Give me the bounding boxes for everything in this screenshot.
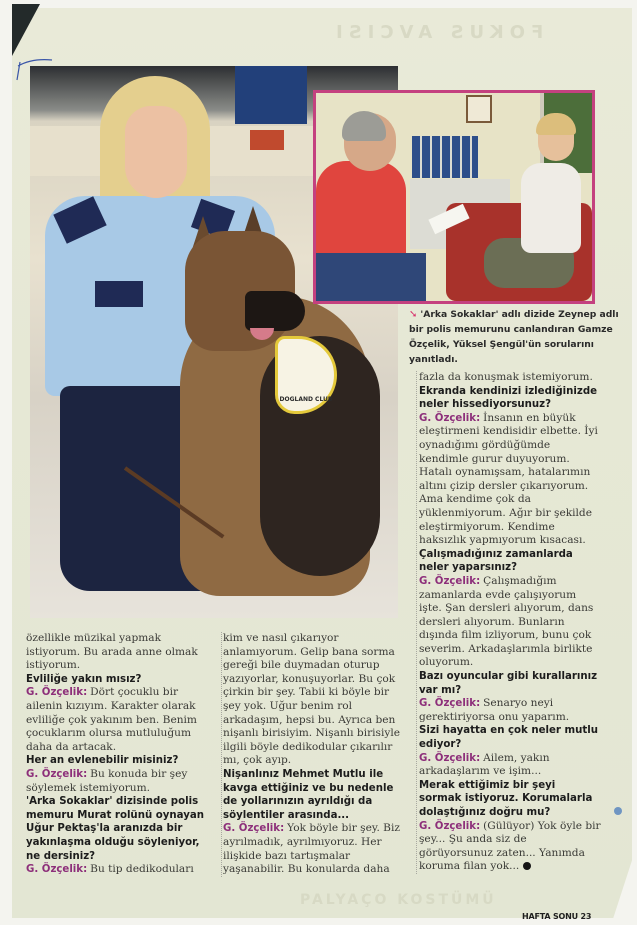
interview-question: Bazı oyuncular gibi kurallarınız var mı?: [419, 671, 598, 696]
speaker-label: G. Özçelik:: [419, 820, 481, 832]
shirt-pocket: [95, 281, 143, 307]
interview-answer: [26, 686, 208, 754]
interview-answer: [419, 412, 601, 548]
speaker-label: G. Özçelik:: [26, 687, 88, 699]
red-box: [250, 130, 284, 150]
page-corner-fold: [12, 4, 40, 56]
interview-question: 'Arka Sokaklar' dizisinde polis memuru Murat rolünü oynayan Uğur Pektaş'la aranızda bir yakınlaşma olduğu söyleniyor, ne dersiniz?: [26, 796, 204, 862]
paragraph-text: Bu konuda bir şey söylemek istemiyorum.: [26, 767, 188, 794]
speaker-label: G. Özçelik:: [419, 575, 481, 587]
interview-question: Sizi hayatta en çok neler mutlu ediyor?: [419, 725, 598, 751]
interviewer-jeans: [316, 253, 426, 301]
speaker-label: G. Özçelik:: [419, 698, 481, 710]
blue-dot-mark: [614, 807, 622, 815]
body-text: [419, 371, 601, 385]
interview-answer: [419, 820, 601, 874]
paragraph-text: Bu tip dedikoduları: [90, 863, 194, 876]
body-text: [26, 632, 208, 673]
paragraph-text: Dört çocuklu bir ailenin kızıyım. Karakter olarak evliliğe çok yakınım ben. Benim çocuklarım olursa mutluluğum daha da artacak.: [26, 686, 197, 753]
text-column-1: [26, 632, 208, 877]
paragraph-text: özellikle müzikal yapmak istiyorum. Bu arada anne olmak istiyorum.: [26, 632, 198, 672]
interview-answer: [419, 697, 601, 724]
interview-question: Nişanlınız Mehmet Mutlu ile kavga ettiğiniz ve bu nedenle de yollarınızın ayrıldığı da söylentiler arasında...: [223, 768, 394, 821]
caption-text: 'Arka Sokaklar' adlı dizide Zeynep adlı bir polis memurunu canlandıran Gamze Özçelik, Yüksel Şengül'ün sorularını yanıtladı.: [409, 309, 619, 365]
page-footer: HAFTA SONU 23: [522, 912, 592, 921]
speaker-label: G. Özçelik:: [26, 864, 88, 876]
arrow-down-right-icon: ➘: [409, 309, 418, 320]
paragraph-text: fazla da konuşmak istemiyorum.: [419, 371, 593, 383]
text-column-2: [221, 632, 403, 877]
interview-answer: [26, 768, 208, 795]
speaker-label: G. Özçelik:: [223, 823, 285, 835]
dog-muzzle: [245, 291, 305, 331]
speaker-label: G. Özçelik:: [419, 752, 481, 764]
paragraph-text: Senaryo neyi gerektiriyorsa onu yaparım.: [419, 697, 570, 723]
paragraph-text: İnsanın en büyük eleştirmeni kendisidir elbette. İyi oynadığımı gördüğümde kendimle gurur duyuyorum. Hatalı oynamışsam, hatalarımın altını çizip dersler çıkarıyorum. Ama kendime çok da yüklenmiyorum. Ağır bir şekilde eleştirmiyorum. Kendime haksızlık yapmıyorum kısacası.: [419, 411, 598, 547]
speaker-label: G. Özçelik:: [419, 412, 481, 424]
speaker-label: G. Özçelik:: [26, 768, 88, 780]
binder: [235, 66, 307, 124]
text-column-3: [416, 371, 601, 874]
paragraph-text: Yok böyle bir şey. Biz ayrılmadık, ayrılmıyoruz. Her ilişkide bazı tartışmalar yaşanabilir. Bu konularda daha: [223, 822, 400, 876]
page-corner-fold-bottom: [611, 845, 637, 925]
woman-face: [125, 106, 187, 198]
interview-answer: [26, 863, 208, 877]
paragraph-text: kim ve nasıl çıkarıyor anlamıyorum. Gelip bana sorma gereği bile duymadan oturup yazıyorlar, konuşuyorlar. Bu çok çirkin bir şey. Tabii ki böyle bir şey yok. Uğur benim rol arkadaşım, hepsi bu. Ayrıca ben nişanlı birisiyim. Nişanlı birisiyle ilgili böyle dedikodular çıkarılır mı, çok ayıp.: [223, 632, 400, 767]
binders-shelf: [412, 136, 478, 178]
ghost-running-title: FOKUS AVCISI: [330, 22, 544, 43]
interview-question: Ekranda kendinizi izlediğinizde neler hissediyorsunuz?: [419, 385, 598, 411]
interviewee-shirt: [521, 163, 581, 253]
interviewer-shirt: [316, 161, 406, 261]
dog-vest-badge: DOGLAND CLUB: [275, 336, 337, 414]
paragraph-text: Ailem, yakın arkadaşlarım ve işim...: [419, 751, 550, 778]
end-of-article-bullet-icon: [523, 862, 531, 870]
interview-answer: [419, 752, 601, 779]
inset-photo: [313, 90, 595, 304]
interview-answer: [223, 822, 403, 876]
body-text: [223, 632, 403, 768]
ghost-footer-text: PALYAÇO KOSTÜMÜ: [300, 892, 497, 908]
interview-question: Evliliğe yakın mısız?: [26, 673, 142, 685]
interview-question: Merak ettiğimiz bir şeyi sormak istiyoruz. Korumalarla dolaştığınız doğru mu?: [419, 779, 593, 818]
photo-caption: [409, 307, 629, 367]
paragraph-text: Çalışmadığım zamanlarda evde çalışıyorum işte. Şan dersleri alıyorum, dans dersleri alıyorum. Bunların dışında film izliyorum, bunu çok severim. Arkadaşlarımla birlikte oluyorum.: [419, 574, 594, 669]
paragraph-text: (Gülüyor) Yok öyle bir şey... Şu anda siz de görüyorsunuz zaten... Yanımda koruma filan yok...: [419, 819, 601, 873]
interview-question: Çalışmadığınız zamanlarda neler yaparsınız?: [419, 548, 573, 574]
wall-frame: [466, 95, 492, 123]
interview-question: Her an evlenebilir misiniz?: [26, 755, 179, 767]
interview-answer: [419, 575, 601, 670]
